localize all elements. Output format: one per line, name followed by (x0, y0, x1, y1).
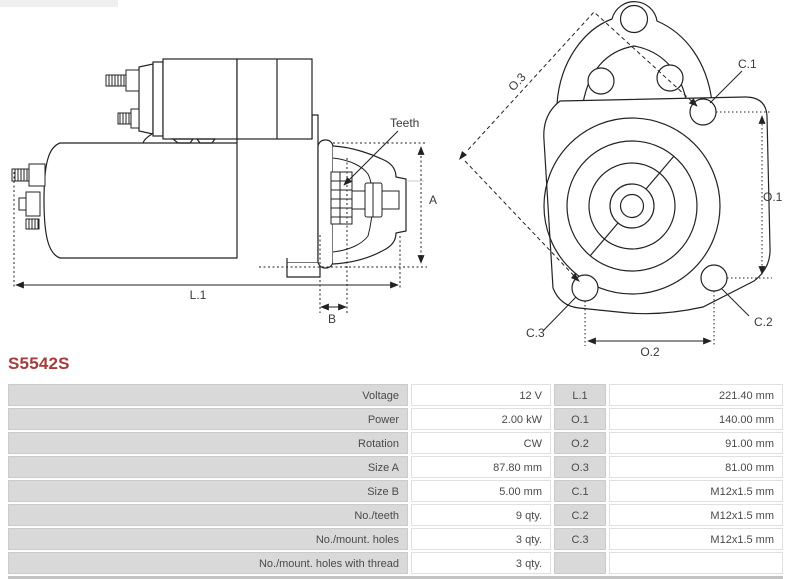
dim-value: 221.40 mm (609, 384, 783, 406)
dim-label-o3: O.3 (505, 70, 529, 94)
rear-terminals (12, 164, 45, 229)
spec-label: Rotation (8, 432, 408, 454)
dim-label-c3: C.3 (526, 326, 545, 340)
dim-label-c2: C.2 (754, 315, 773, 329)
spec-value: 3 qty. (411, 528, 551, 550)
part-number: S5542S (8, 354, 70, 373)
dim-value: M12x1.5 mm (609, 480, 783, 502)
table-row (8, 552, 783, 574)
dim-code: O.2 (554, 432, 606, 454)
dim-code: O.3 (554, 456, 606, 478)
table-row (8, 408, 783, 430)
spec-label: No./mount. holes (8, 528, 408, 550)
table-row (8, 504, 783, 526)
side-view-diagram (12, 59, 437, 326)
spec-value: 12 V (411, 384, 551, 406)
table-row (8, 384, 783, 406)
dim-value: 91.00 mm (609, 432, 783, 454)
dim-value: M12x1.5 mm (609, 504, 783, 526)
hole-c1 (690, 99, 716, 125)
solenoid (139, 59, 312, 143)
hole-c2 (701, 265, 727, 291)
dim-label-o1: O.1 (763, 190, 783, 204)
crown-hole-top (621, 6, 648, 33)
spec-value: 87.80 mm (411, 456, 551, 478)
spec-label: Voltage (8, 384, 408, 406)
spec-value: CW (411, 432, 551, 454)
dim-code: C.2 (554, 504, 606, 526)
dim-label-b: B (327, 312, 337, 326)
crown-hole-right (657, 65, 683, 91)
dim-code (554, 552, 606, 574)
dim-value: 140.00 mm (609, 408, 783, 430)
dim-code: C.3 (554, 528, 606, 550)
table-row (8, 528, 783, 550)
table-row (8, 480, 783, 502)
spec-label: Power (8, 408, 408, 430)
dim-value (609, 552, 783, 574)
dim-label-l1: L.1 (189, 288, 207, 302)
solenoid-terminals (106, 70, 139, 128)
dim-code: C.1 (554, 480, 606, 502)
motor-body (44, 143, 237, 258)
crown-hole-left (588, 68, 614, 94)
table-row (8, 432, 783, 454)
front-view-diagram (459, 2, 783, 359)
spec-label: No./teeth (8, 504, 408, 526)
teeth-label: Teeth (390, 116, 420, 130)
spec-label: Size B (8, 480, 408, 502)
spec-value: 9 qty. (411, 504, 551, 526)
dim-code: O.1 (554, 408, 606, 430)
spec-value: 3 qty. (411, 552, 551, 574)
dim-label-a: A (429, 193, 438, 207)
spec-table (8, 384, 783, 576)
dim-value: M12x1.5 mm (609, 528, 783, 550)
dim-code: L.1 (554, 384, 606, 406)
dim-value: 81.00 mm (609, 456, 783, 478)
spec-value: 2.00 kW (411, 408, 551, 430)
spec-value: 5.00 mm (411, 480, 551, 502)
spec-label: Size A (8, 456, 408, 478)
table-row (8, 456, 783, 478)
dim-label-c1: C.1 (738, 57, 757, 71)
dim-label-o2: O.2 (640, 345, 660, 359)
housing-foot (287, 263, 320, 277)
spec-label: No./mount. holes with thread (8, 552, 408, 574)
